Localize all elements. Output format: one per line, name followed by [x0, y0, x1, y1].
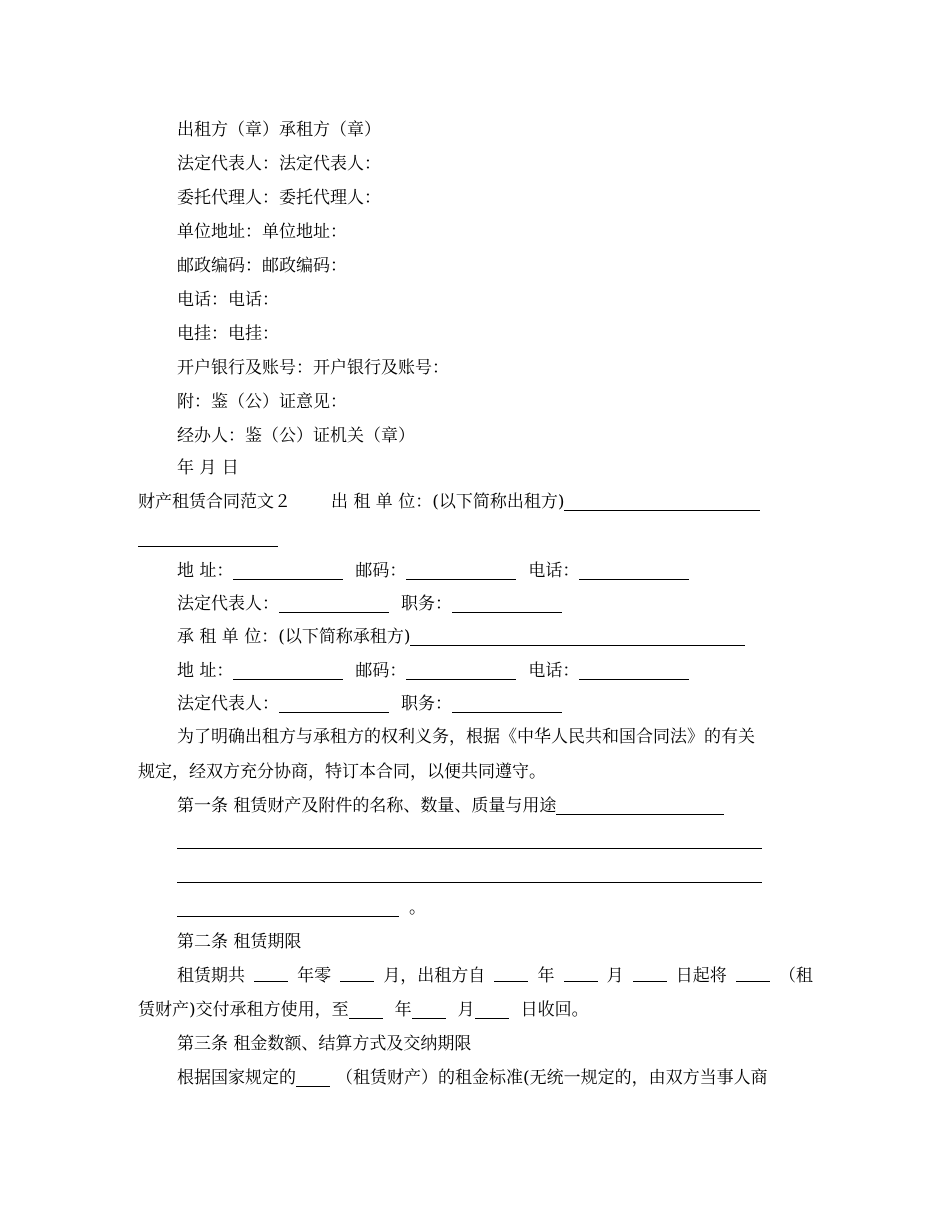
article2-line-2 — [138, 998, 589, 1022]
address-blank[interactable] — [233, 662, 343, 680]
article1-line — [177, 794, 724, 818]
postcode-blank[interactable] — [406, 562, 516, 580]
article1-label: 第一条 租赁财产及附件的名称、数量、质量与用途 — [177, 796, 557, 816]
end-day-blank[interactable] — [475, 1001, 509, 1019]
end-month-blank[interactable] — [412, 1001, 446, 1019]
postcode-blank[interactable] — [406, 662, 516, 680]
lessor-unit-label: 出 租 单 位：(以下简称出租方) — [331, 492, 565, 512]
article2-text: 租赁期共 — [177, 966, 245, 986]
start-month-blank[interactable] — [564, 964, 598, 982]
telegraph-line: 电挂：电挂： — [177, 324, 279, 344]
phone-label: 电话： — [528, 561, 580, 581]
article2-text: 月 — [606, 966, 624, 986]
address-label: 地 址： — [177, 661, 234, 681]
article2-title: 第二条 租赁期限 — [177, 932, 302, 952]
date-line: 年 月 日 — [177, 458, 239, 478]
contract2-heading-line — [138, 490, 760, 514]
authorized-agent-line: 委托代理人：委托代理人： — [177, 188, 381, 208]
article2-text: 年 — [394, 1000, 412, 1020]
phone-blank[interactable] — [579, 662, 689, 680]
postal-code-line: 邮政编码：邮政编码： — [177, 256, 347, 276]
unit-address-line: 单位地址：单位地址： — [177, 222, 347, 242]
legal-rep-label: 法定代表人： — [177, 694, 279, 714]
lessee-unit-blank[interactable] — [410, 628, 745, 646]
legal-rep-label: 法定代表人： — [177, 594, 279, 614]
start-year-blank[interactable] — [494, 964, 528, 982]
article1-blank-row-2 — [177, 828, 762, 852]
article1-blank-4[interactable] — [177, 899, 399, 917]
lessee-legal-rep-line — [177, 692, 562, 716]
address-blank[interactable] — [233, 562, 343, 580]
end-year-blank[interactable] — [349, 1001, 383, 1019]
article2-text: 年零 — [297, 966, 332, 986]
handler-notary-seal-line: 经办人：鉴（公）证机关（章） — [177, 426, 415, 446]
phone-label: 电话： — [528, 661, 580, 681]
lessee-unit-label: 承 租 单 位：(以下简称承租方) — [177, 627, 411, 647]
contract2-heading: 财产租赁合同范文２ — [138, 492, 291, 512]
lessor-unit-blank[interactable] — [564, 493, 760, 511]
article1-blank-3[interactable] — [177, 865, 762, 883]
article1-blank-2[interactable] — [177, 831, 762, 849]
notary-opinion-line: 附：鉴（公）证意见： — [177, 392, 347, 412]
position-blank[interactable] — [452, 695, 562, 713]
bank-account-line: 开户银行及账号：开户银行及账号： — [177, 358, 449, 378]
article2-text: 赁财产)交付承租方使用，至 — [138, 1000, 349, 1020]
months-blank[interactable] — [340, 964, 374, 982]
lessor-address-line — [177, 559, 689, 583]
article3-line-1 — [177, 1066, 768, 1090]
intro-paragraph-line-2: 规定，经双方充分协商，特订本合同，以便共同遵守。 — [138, 762, 546, 782]
years-blank[interactable] — [254, 964, 288, 982]
article2-text: 月 — [457, 1000, 475, 1020]
legal-rep-blank[interactable] — [279, 695, 389, 713]
article3-title: 第三条 租金数额、结算方式及交纳期限 — [177, 1034, 472, 1054]
postcode-label: 邮码： — [355, 561, 407, 581]
postcode-label: 邮码： — [355, 661, 407, 681]
lessee-address-line — [177, 659, 689, 683]
article1-blank-row-4 — [177, 896, 426, 920]
telephone-line: 电话：电话： — [177, 290, 279, 310]
legal-rep-blank[interactable] — [279, 595, 389, 613]
signature-parties-line: 出租方（章）承租方（章） — [177, 120, 381, 140]
intro-paragraph-line-1: 为了明确出租方与承租方的权利义务，根据《中华人民共和国合同法》的有关 — [177, 727, 755, 747]
address-label: 地 址： — [177, 561, 234, 581]
legal-representative-line: 法定代表人：法定代表人： — [177, 154, 381, 174]
article3-text: （租赁财产）的租金标准(无统一规定的，由双方当事人商 — [336, 1068, 768, 1088]
lessee-unit-line — [177, 625, 745, 649]
property-blank[interactable] — [736, 964, 770, 982]
article2-text: 年 — [537, 966, 555, 986]
position-blank[interactable] — [452, 595, 562, 613]
lessor-legal-rep-line — [177, 592, 562, 616]
article2-text: （租 — [778, 966, 813, 986]
article3-text: 根据国家规定的 — [177, 1068, 296, 1088]
start-day-blank[interactable] — [633, 964, 667, 982]
article2-line-1 — [177, 964, 813, 988]
article1-blank-row-3 — [177, 862, 762, 886]
article2-text: 月，出租方自 — [383, 966, 486, 986]
phone-blank[interactable] — [579, 562, 689, 580]
article2-text: 日收回。 — [520, 1000, 589, 1020]
article1-blank[interactable] — [556, 797, 724, 815]
rent-property-blank[interactable] — [296, 1069, 330, 1087]
lessor-unit-blank-2[interactable] — [138, 529, 278, 547]
article1-period: 。 — [409, 898, 426, 918]
position-label: 职务： — [401, 694, 452, 714]
position-label: 职务： — [401, 594, 452, 614]
article2-text: 日起将 — [675, 966, 727, 986]
lessor-unit-blank-continued — [138, 526, 278, 550]
